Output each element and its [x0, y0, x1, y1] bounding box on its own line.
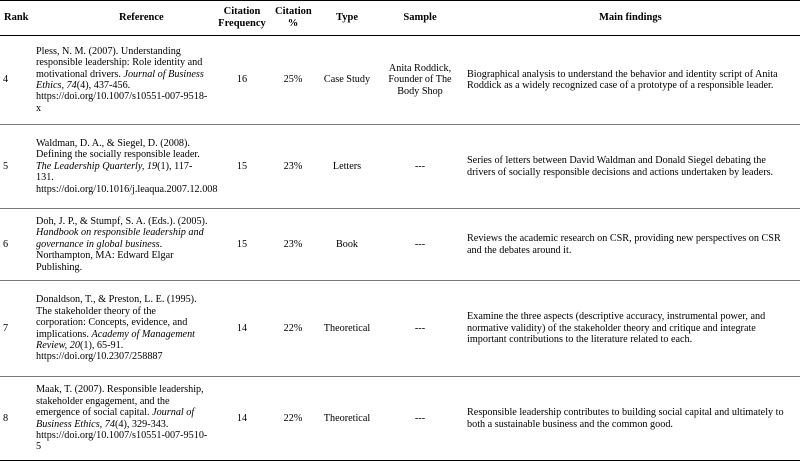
- type-cell: Case Study: [313, 36, 381, 125]
- reference-pages: . Northampton, MA: Edward Elgar Publishing.: [36, 238, 174, 273]
- frequency-cell: 15: [211, 125, 273, 209]
- type-cell: Book: [313, 209, 381, 281]
- sample-cell: Anita Roddick, Founder of The Body Shop: [381, 36, 459, 125]
- header-row: [0, 1, 800, 36]
- sample-cell: ---: [381, 209, 459, 281]
- reference-journal: Handbook on responsible leadership and governance in global business: [36, 227, 204, 250]
- findings-cell: Reviews the academic research on CSR, providing new perspectives on CSR and the debates around it.: [459, 209, 800, 281]
- reference-cell: [33, 125, 218, 209]
- rank-cell: 7: [0, 281, 33, 377]
- percent-cell: 22%: [273, 281, 313, 377]
- type-cell: Theoretical: [313, 281, 381, 377]
- header-reference: Reference: [33, 1, 211, 36]
- sample-cell: ---: [381, 281, 459, 377]
- reference-journal: The Leadership Quarterly, 19: [36, 160, 158, 172]
- table-row: [0, 36, 800, 125]
- reference-text: Pless, N. M. (2007). Understanding responsible leadership: Role identity and motivational drivers.: [36, 45, 203, 80]
- findings-cell: Biographical analysis to understand the behavior and identity script of Anita Roddick as a widely recognized case of a prototype of a responsible leader.: [459, 36, 800, 125]
- reference-cell: [33, 36, 211, 125]
- reference-text: Waldman, D. A., & Siegel, D. (2008). Defining the socially responsible leader.: [36, 137, 200, 161]
- percent-cell: 23%: [273, 209, 313, 281]
- frequency-cell: 15: [211, 209, 273, 281]
- findings-cell: Series of letters between David Waldman and Donald Siegel debating the drivers of socially responsible decisions and actions undertaken by leaders.: [459, 125, 800, 209]
- percent-cell: 22%: [273, 377, 313, 461]
- percent-cell: 25%: [273, 36, 313, 125]
- reference-cell: [33, 377, 211, 461]
- sample-cell: ---: [381, 125, 459, 209]
- table-row: [0, 281, 800, 377]
- reference-journal: Journal of Business Ethics, 74: [36, 68, 204, 91]
- sample-cell: ---: [381, 377, 459, 461]
- reference-cell: [33, 209, 211, 281]
- frequency-cell: 16: [211, 36, 273, 125]
- header-citation-frequency: Citation Frequency: [211, 1, 273, 36]
- reference-cell: [33, 281, 211, 377]
- rank-cell: 5: [0, 125, 33, 209]
- reference-pages: (1), 117-131. https://doi.org/10.1016/j.leaqua.2007.12.008: [36, 160, 218, 195]
- header-citation-percent: Citation %: [273, 1, 313, 36]
- rank-cell: 8: [0, 377, 33, 461]
- frequency-cell: 14: [211, 281, 273, 377]
- reference-pages: (4), 437-456. https://doi.org/10.1007/s10551-007-9518-x: [36, 80, 208, 114]
- findings-cell: Examine the three aspects (descriptive accuracy, instrumental power, and normative validity) of the stakeholder theory and critique and integrate important contributions to the literature related to each.: [459, 281, 800, 377]
- findings-cell: Responsible leadership contributes to building social capital and ultimately to both a sustainable business and the common good.: [459, 377, 800, 461]
- header-main-findings: Main findings: [459, 1, 800, 36]
- table-row: [0, 377, 800, 461]
- type-cell: Theoretical: [313, 377, 381, 461]
- header-sample: Sample: [381, 1, 459, 36]
- table-row: [0, 209, 800, 281]
- header-type: Type: [313, 1, 381, 36]
- reference-journal: Academy of Management Review, 20: [36, 328, 196, 351]
- rank-cell: 6: [0, 209, 33, 281]
- type-cell: Letters: [313, 125, 381, 209]
- header-rank: Rank: [0, 1, 33, 36]
- reference-pages: (4), 329-343. https://doi.org/10.1007/s10551-007-9510-5: [36, 418, 208, 453]
- frequency-cell: 14: [211, 377, 273, 461]
- reference-pages: (1), 65-91. https://doi.org/10.2307/258887: [36, 339, 163, 363]
- percent-cell: 23%: [273, 125, 313, 209]
- rank-cell: 4: [0, 36, 33, 125]
- reference-journal: Journal of Business Ethics, 74: [36, 407, 195, 430]
- reference-text: Doh, J. P., & Stumpf, S. A. (Eds.). (2005).: [36, 215, 208, 227]
- table-row: [0, 125, 800, 209]
- reference-text: Maak, T. (2007). Responsible leadership, stakeholder engagement, and the emergence of social capital.: [36, 384, 204, 419]
- reference-text: Donaldson, T., & Preston, L. E. (1995). The stakeholder theory of the corporation: Concepts, evidence, and implications.: [36, 294, 197, 340]
